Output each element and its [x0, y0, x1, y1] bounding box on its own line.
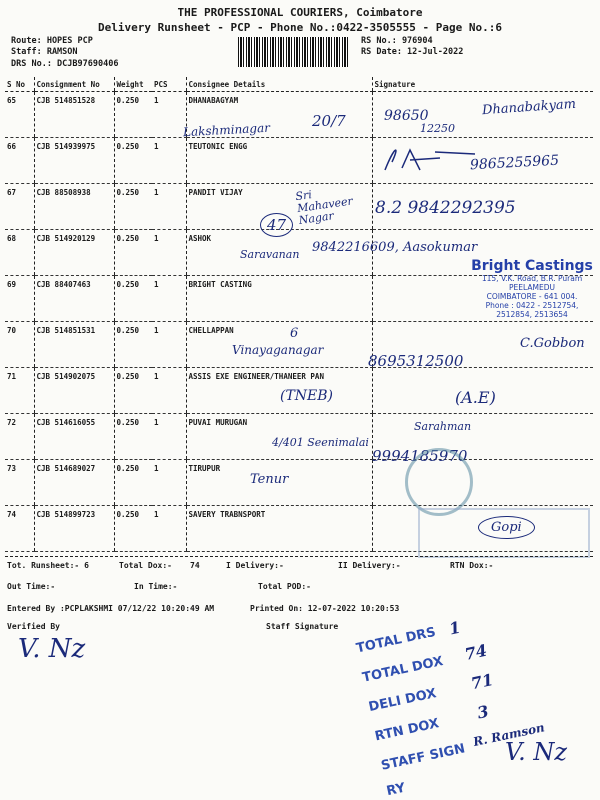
entered-by: Entered By :PCPLAKSHMI 07/12/22 10:20:49 AM [7, 604, 215, 613]
pcs: 1 [152, 184, 186, 230]
summary-partial-label: RY [385, 780, 407, 800]
pcs: 1 [152, 92, 186, 138]
verified-signature: V. Nz [18, 634, 86, 664]
weight: 0.250 [114, 322, 152, 368]
sno: 65 [5, 92, 34, 138]
sno: 66 [5, 138, 34, 184]
route: Route: HOPES PCP [11, 36, 93, 46]
pcs: 1 [152, 368, 186, 414]
handwritten-note: Lakshminagar [182, 120, 271, 140]
handwritten-note: 4/401 Seenimalai [272, 436, 369, 449]
summary-deli-dox-value: 71 [469, 670, 495, 694]
consignee: PUVAI MURUGAN [186, 414, 372, 460]
consignment-no: CJB 514939975 [34, 138, 114, 184]
col-signature: Signature [372, 77, 593, 92]
company-stamp [462, 258, 600, 319]
weight: 0.250 [114, 230, 152, 276]
handwritten-note: C.Gobbon [520, 336, 585, 351]
table-row [5, 460, 593, 506]
company-name: THE PROFESSIONAL COURIERS, Coimbatore [177, 6, 423, 19]
consignee: ASSIS EXE ENGINEER/THANEER PAN [186, 368, 372, 414]
handwritten-note: 47 [260, 213, 293, 237]
consignment-no: CJB 514920129 [34, 230, 114, 276]
weight: 0.250 [114, 414, 152, 460]
stamp-company-name: Bright Castings [471, 258, 593, 274]
sno: 67 [5, 184, 34, 230]
summary-deli-dox-label: DELI DOX [367, 686, 438, 716]
ii-delivery: II Delivery:- [338, 561, 401, 570]
consignment-no: CJB 88407463 [34, 276, 114, 322]
summary-rtn-dox-label: RTN DOX [373, 716, 441, 745]
handwritten-note: Tenur [250, 472, 289, 487]
weight: 0.250 [114, 368, 152, 414]
printed-on: Printed On: 12-07-2022 10:20:53 [250, 604, 400, 613]
col-weight: Weight [114, 77, 152, 92]
out-time: Out Time:- [7, 582, 56, 591]
sno: 71 [5, 368, 34, 414]
drs-no: DRS No.: DCJB97690406 [11, 59, 119, 69]
sno: 69 [5, 276, 34, 322]
col-consignee: Consignee Details [186, 77, 372, 92]
handwritten-note: 9865255965 [469, 152, 560, 174]
i-delivery: I Delivery:- [226, 561, 284, 570]
pcs: 1 [152, 414, 186, 460]
consignment-no: CJB 514899723 [34, 506, 114, 552]
stamp-line: 2512854, 2513654 [496, 310, 568, 319]
handwritten-note: 8.2 9842292395 [375, 198, 516, 218]
consignee: TEUTONIC ENGG [186, 138, 372, 184]
summary-total-dox-value: 74 [463, 640, 489, 664]
in-time: In Time:- [134, 582, 178, 591]
pcs: 1 [152, 230, 186, 276]
round-seal [405, 448, 473, 516]
consignee: DHANABAGYAM [186, 92, 372, 138]
barcode [238, 37, 348, 67]
stamp-line: PEELAMEDU [509, 283, 555, 292]
summary-total-drs-label: TOTAL DRS [354, 624, 438, 657]
col-sno: S No [5, 77, 34, 92]
sno: 74 [5, 506, 34, 552]
summary-rtn-dox-value: 3 [475, 701, 491, 723]
sno: 68 [5, 230, 34, 276]
verified-by: Verified By [7, 622, 60, 631]
handwritten-note: 12250 [420, 122, 455, 135]
col-consignment: Consignment No [34, 77, 114, 92]
total-dox-label: Total Dox:- [119, 561, 172, 570]
table-header-row [5, 77, 593, 92]
pcs: 1 [152, 276, 186, 322]
consignment-no: CJB 514902075 [34, 368, 114, 414]
handwritten-note: 9994185970 [372, 447, 468, 465]
handwritten-note: 9842216609, Aasokumar [312, 240, 478, 255]
handwritten-note: (TNEB) [280, 388, 334, 404]
summary-total-drs-value: 1 [447, 617, 463, 639]
consignee: TIRUPUR [186, 460, 372, 506]
total-dox-value: 74 [190, 561, 200, 570]
handwritten-note: Sarahman [414, 420, 472, 433]
summary-total-dox-label: TOTAL DOX [361, 653, 445, 686]
total-pod: Total POD:- [258, 582, 311, 591]
handwritten-note: Sri Mahaveer Nagar [294, 188, 354, 228]
sno: 73 [5, 460, 34, 506]
handwritten-note: Gopi [478, 516, 535, 539]
consignee: ASHOK [186, 230, 372, 276]
pcs: 1 [152, 506, 186, 552]
consignment-no: CJB 88508938 [34, 184, 114, 230]
stamp-line: Phone : 0422 - 2512754, [485, 301, 579, 310]
sno: 70 [5, 322, 34, 368]
pcs: 1 [152, 138, 186, 184]
consignment-no: CJB 514689027 [34, 460, 114, 506]
handwritten-note: Saravanan [240, 248, 300, 261]
tot-runsheet: Tot. Runsheet:- 6 [7, 561, 89, 570]
consignee: PANDIT VIJAY [186, 184, 372, 230]
handwritten-note: 20/7 [312, 112, 346, 130]
stamp-line: 115, V.K. Road, B.R. Puram [481, 274, 583, 283]
weight: 0.250 [114, 184, 152, 230]
handwritten-note: (A.E) [455, 388, 496, 407]
consignee: SAVERY TRABNSPORT [186, 506, 372, 552]
consignee: CHELLAPPAN [186, 322, 372, 368]
handwritten-note: Vinayaganagar [232, 343, 324, 357]
stamp-line: COIMBATORE - 641 004. [486, 292, 578, 301]
faded-stamp [418, 508, 590, 558]
weight: 0.250 [114, 460, 152, 506]
consignment-no: CJB 514616055 [34, 414, 114, 460]
consignment-no: CJB 514851528 [34, 92, 114, 138]
handwritten-note: 98650 [384, 108, 429, 124]
handwritten-note: Dhanabakyam [481, 96, 577, 119]
staff-signature-label: Staff Signature [266, 622, 339, 631]
handwritten-note: 6 [290, 326, 299, 341]
weight: 0.250 [114, 138, 152, 184]
consignee: BRIGHT CASTING [186, 276, 372, 322]
rs-no: RS No.: 976904 [361, 36, 433, 46]
col-pcs: PCS [152, 77, 186, 92]
bottom-signature: V. Nz [505, 738, 568, 766]
runsheet-title: Delivery Runsheet - PCP - Phone No.:0422-3505555 - Page No.:6 [98, 21, 502, 34]
footer-divider [5, 556, 593, 557]
consignment-no: CJB 514851531 [34, 322, 114, 368]
pcs: 1 [152, 460, 186, 506]
pcs: 1 [152, 322, 186, 368]
rs-date: RS Date: 12-Jul-2022 [361, 47, 464, 57]
summary-staff-sign-value: R. Ramson [471, 720, 546, 750]
sno: 72 [5, 414, 34, 460]
rtn-dox: RTN Dox:- [450, 561, 494, 570]
handwritten-note: 8695312500 [368, 352, 464, 370]
weight: 0.250 [114, 276, 152, 322]
weight: 0.250 [114, 92, 152, 138]
weight: 0.250 [114, 506, 152, 552]
staff: Staff: RAMSON [11, 47, 78, 57]
summary-staff-sign-label: STAFF SIGN [379, 741, 467, 774]
